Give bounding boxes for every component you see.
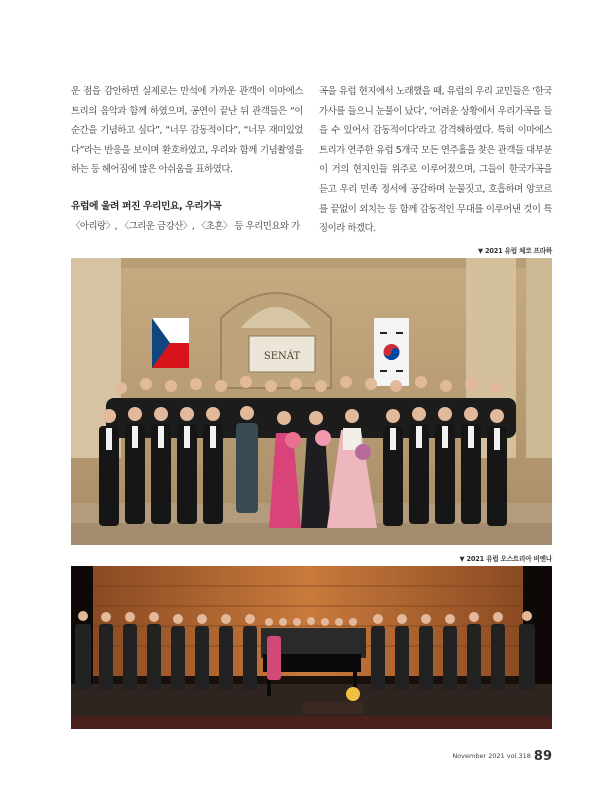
right-paragraph-1: 곡을 유럽 현지에서 노래했을 때, 유럽의 우리 교민들은 ‘한국 가사를 들으니 눈물이 났다’, ‘어려운 상황에서 우리가곡을 들을 수 있어서 감동적이다’라고 감격해하였다. 특히 이마에스트리가 연주한 유럽 5개국 모든 연주홀을 찾은 관객들 대부분이 거의 현지인들 위주로 이루어졌으며, 그들이 한국가곡을 듣고 우리 민족 정서에 공감하며 눈물짓고, 호흡하며 앙코르를 끝없이 외치는 등 함께 감동적인 무대를 이루어낸 것이 특징이라 하겠다. [319,86,552,235]
photo-caption-prague: ▼ 2021 유럽 체코 프라하 [478,247,552,255]
czech-flag [152,318,189,368]
right-text-column [319,82,552,239]
korean-flag [374,318,409,386]
prague-photo-illustration [71,258,552,545]
vienna-photo-illustration [71,566,552,729]
issue-label: November 2021 vol.318 [452,752,531,760]
page-number: 89 [533,749,552,764]
prague-group-photo [71,258,552,545]
vienna-stage-photo [71,566,552,729]
section-subheading: 유럽에 울려 퍼진 우리민요, 우리가곡 [71,200,222,212]
page-footer [452,749,552,764]
photo-caption-vienna: ▼ 2021 유럽 오스트리아 비엔나 [459,555,552,563]
left-paragraph-1: 운 점을 감안하면 실제로는 만석에 가까운 관객이 이마에스트리의 음악과 함께 하였으며, 공연이 끝난 뒤 관객들은 “이 순간을 기념하고 싶다”, “너무 감동적이다”, “너무 재미있었다”라는 반응을 보이며 환호하였고, 우리와 함께 기념촬영을 하는 등 헤어짐에 많은 아쉬움을 표하였다. [71,86,303,176]
left-text-column [71,82,303,236]
senat-sign-text: SENÁT [263,351,301,362]
left-paragraph-2: 〈아리랑〉, 〈그리운 금강산〉, 〈초혼〉 등 우리민요와 가 [71,220,300,232]
